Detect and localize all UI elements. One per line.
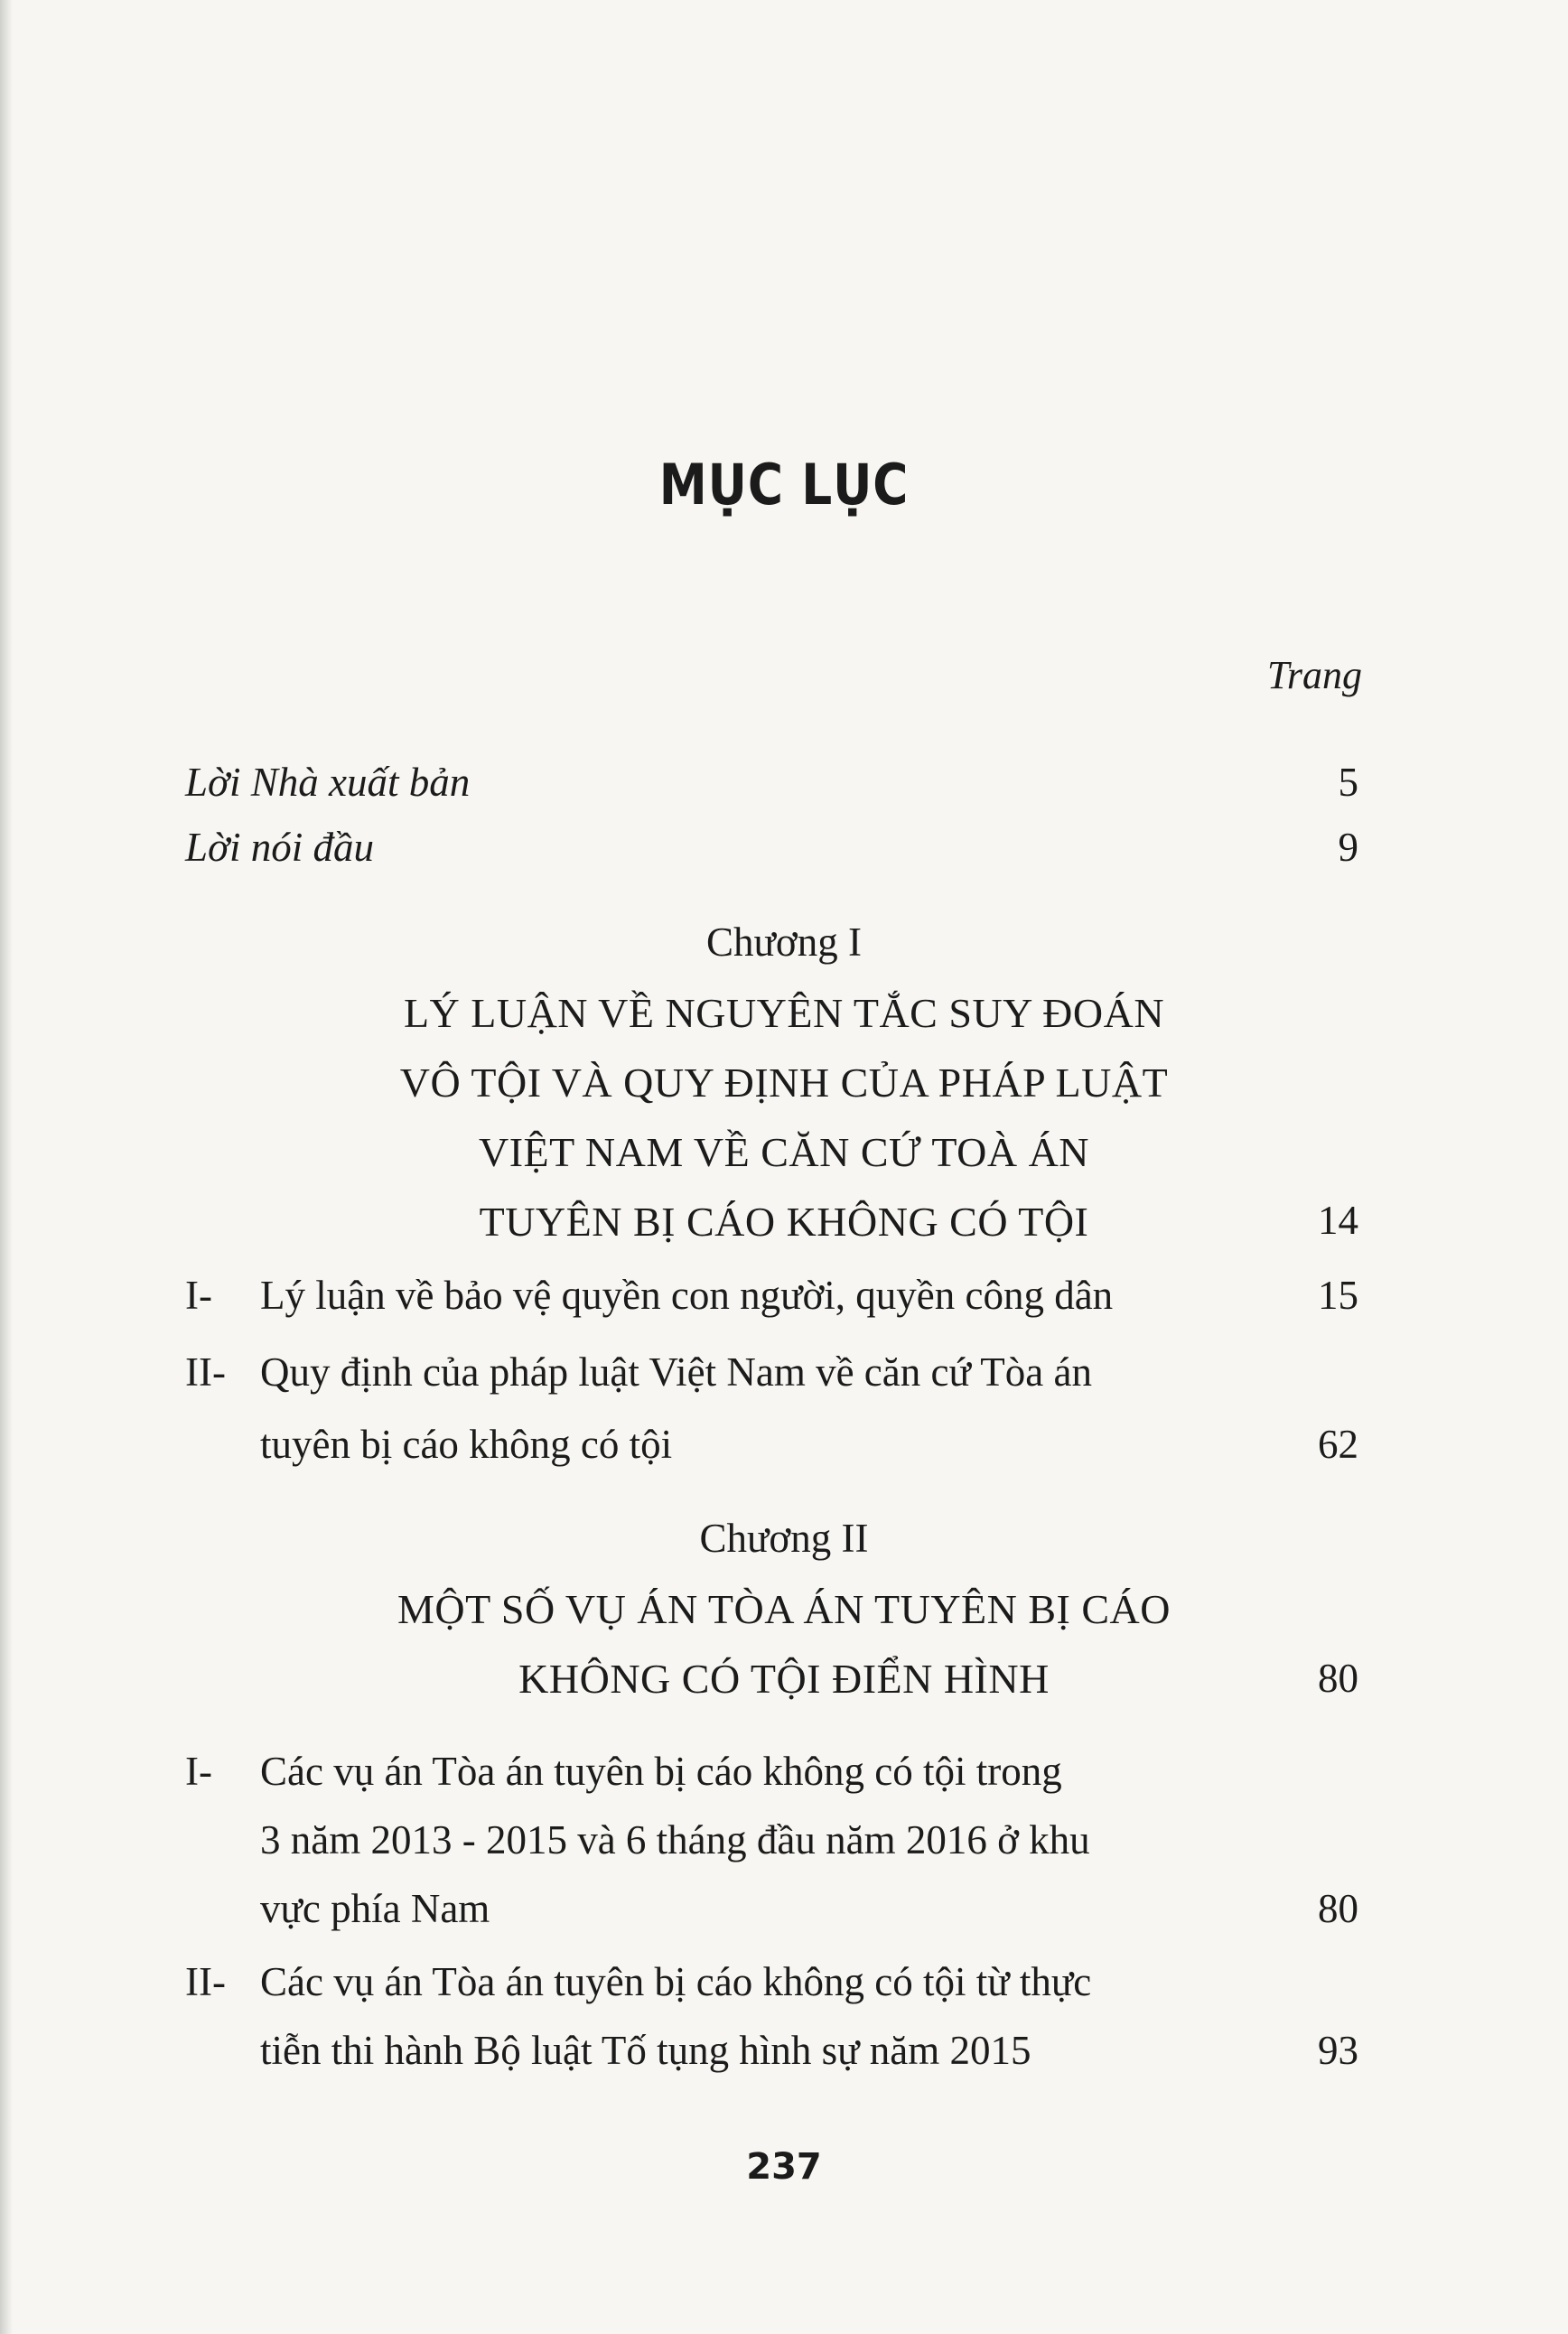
section-title-line: Lý luận về bảo vệ quyền con người, quyền công dân: [260, 1273, 1114, 1318]
page-column-label: Trang: [1266, 653, 1362, 697]
section-title-line: tuyên bị cáo không có tội: [260, 1422, 673, 1467]
section-number: I-: [185, 1273, 212, 1318]
section-page: 15: [1318, 1273, 1358, 1318]
chapter-label: Chương II: [699, 1516, 869, 1561]
chapter-title-line: VIỆT NAM VỀ CĂN CỨ TOÀ ÁN: [478, 1129, 1090, 1175]
chapter-page: 80: [1318, 1656, 1358, 1701]
section-title-line: Các vụ án Tòa án tuyên bị cáo không có tội trong: [260, 1749, 1062, 1794]
chapter-title-line: VÔ TỘI VÀ QUY ĐỊNH CỦA PHÁP LUẬT: [399, 1060, 1169, 1106]
toc-entry-label: Lời Nhà xuất bản: [185, 760, 471, 805]
chapter-page: 14: [1318, 1198, 1358, 1243]
section-page: 80: [1318, 1886, 1358, 1931]
section-number: II-: [185, 1349, 226, 1395]
page-number: 237: [746, 2146, 822, 2188]
section-title-line: Các vụ án Tòa án tuyên bị cáo không có tội từ thực: [260, 1959, 1092, 2004]
section-page: 62: [1318, 1422, 1358, 1467]
chapter-label: Chương I: [706, 920, 862, 965]
section-title-line: tiễn thi hành Bộ luật Tố tụng hình sự năm 2015: [260, 2028, 1031, 2073]
section-title-line: vực phía Nam: [260, 1886, 490, 1931]
chapter-title-line: MỘT SỐ VỤ ÁN TÒA ÁN TUYÊN BỊ CÁO: [397, 1586, 1171, 1632]
section-title-line: Quy định của pháp luật Việt Nam về căn cứ Tòa án: [260, 1349, 1092, 1395]
chapter-title-line: TUYÊN BỊ CÁO KHÔNG CÓ TỘI: [479, 1199, 1089, 1245]
toc-entry[interactable]: [0, 746, 1568, 818]
section-page: 93: [1318, 2028, 1358, 2073]
toc-entry[interactable]: [0, 811, 1568, 883]
section-number: I-: [185, 1749, 212, 1794]
chapter-title-line: LÝ LUẬN VỀ NGUYÊN TẮC SUY ĐOÁN: [403, 990, 1165, 1036]
chapter-title-line: KHÔNG CÓ TỘI ĐIỂN HÌNH: [518, 1656, 1050, 1702]
section-title-line: 3 năm 2013 - 2015 và 6 tháng đầu năm 2016 ở khu: [260, 1817, 1090, 1863]
section-number: II-: [185, 1959, 226, 2004]
toc-entry-page: 9: [1338, 825, 1358, 870]
toc-entry-label: Lời nói đầu: [185, 825, 375, 870]
toc-entry-page: 5: [1338, 760, 1358, 805]
page-title: MỤC LỤC: [658, 452, 910, 518]
